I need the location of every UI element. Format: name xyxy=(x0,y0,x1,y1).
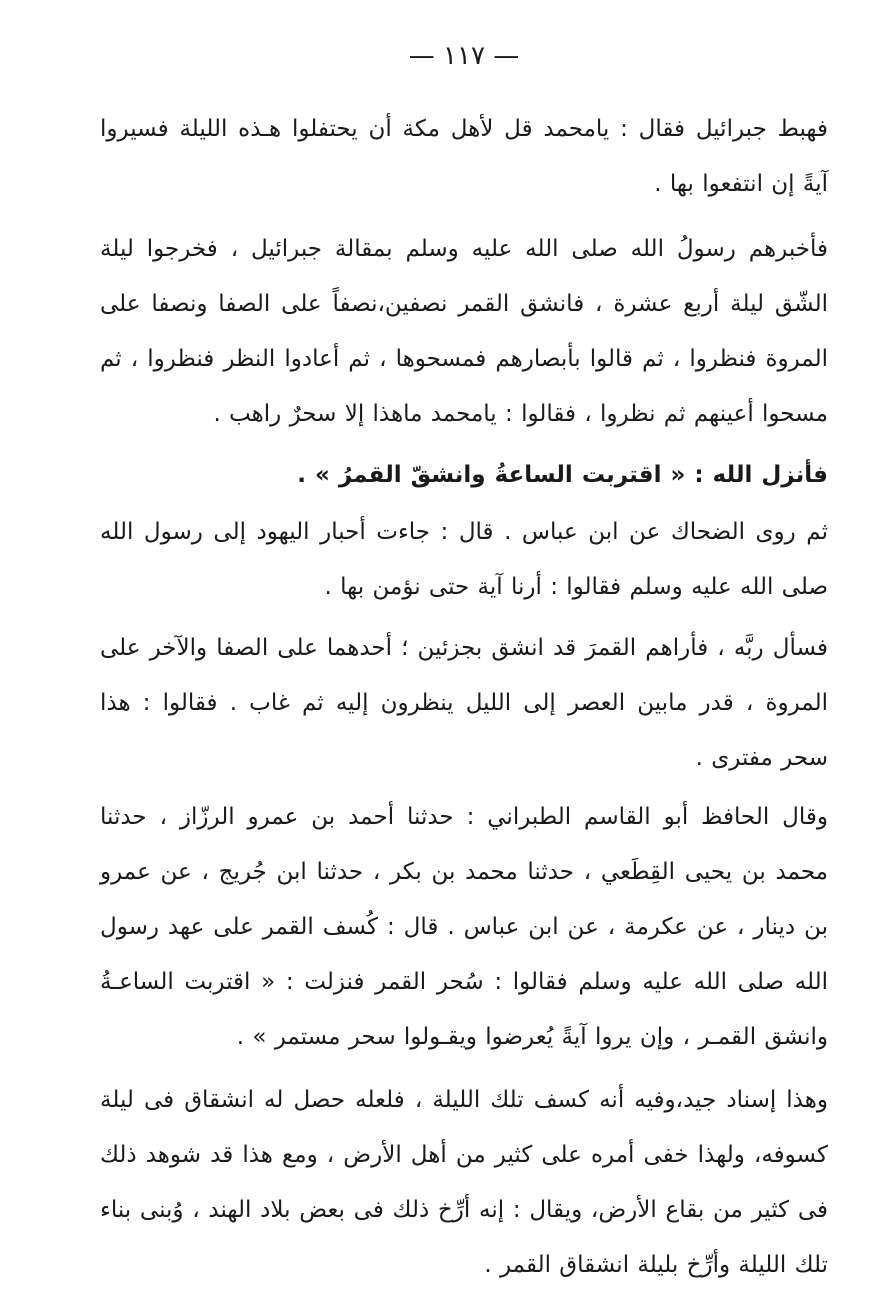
paragraph-tabarani: وقال الحافظ أبو القاسم الطبراني : حدثنا أحمد بن عمرو الرزّاز ، حدثنا محمد بن يحيى القِطَعي ، حدثنا محمد بن بكر ، حدثنا ابن جُريج ، عن عمرو بن دينار ، عن عكرمة ، عن ابن عباس . قال : كُسف القمر على عهد رسول الله صلى الله عليه وسلم فقالوا : سُحر القمر فنزلت : « اقتربت الساعـةُ وانشق القمـر ، وإن يروا آيةً يُعرضوا ويقـولوا سحر مستمر » . xyxy=(100,804,828,1050)
paragraph-dahhak: ثم روى الضحاك عن ابن عباس . قال : جاءت أحبار اليهود إلى رسول الله صلى الله عليه وسلم فقالوا : أرنا آية حتى نؤمن بها . xyxy=(100,519,828,600)
paragraph-two-parts: فسأل ربَّه ، فأراهم القمرَ قد انشق بجزئين ؛ أحدهما على الصفا والآخر على المروة ، قدر مابين العصر إلى الليل ينظرون إليه ثم غاب . فقالوا : هذا سحر مفترى . xyxy=(100,635,828,771)
paragraph-isnad: وهذا إسناد جيد،وفيه أنه كسف تلك الليلة ، فلعله حصل له انشقاق فى ليلة كسوفه، ولهذا خفى أمره على كثير من أهل الأرض ، ومع هذا قد شوهد ذلك فى كثير من بقاع الأرض، ويقال : إنه أرِّخ ذلك فى بعض بلاد الهند ، وُبنى بناء تلك الليلة وأرِّخ بليلة انشقاق القمر . xyxy=(100,1087,828,1278)
page-number: — ١١٧ — xyxy=(408,41,520,71)
paragraph-quran-verse: فأنزل الله : « اقتربت الساعةُ وانشقّ القمرُ » . xyxy=(297,462,828,488)
paragraph-gabriel: فهبط جبرائيل فقال : يامحمد قل لأهل مكة أن يحتفلوا هـذه الليلة فسيروا آيةً إن انتفعوا بها . xyxy=(100,116,828,197)
paragraph-moon-split: فأخبرهم رسولُ الله صلى الله عليه وسلم بمقالة جبرائيل ، فخرجوا ليلة الشّق ليلة أربع عشرة ، فانشق القمر نصفين،نصفاً على الصفا ونصفا على المروة فنظروا ، ثم قالوا بأبصارهم فمسحوها ، ثم أعادوا النظر فنظروا ، ثم مسحوا أعينهم ثم نظروا ، فقالوا : يامحمد ماهذا إلا سحرٌ راهب . xyxy=(100,236,828,427)
